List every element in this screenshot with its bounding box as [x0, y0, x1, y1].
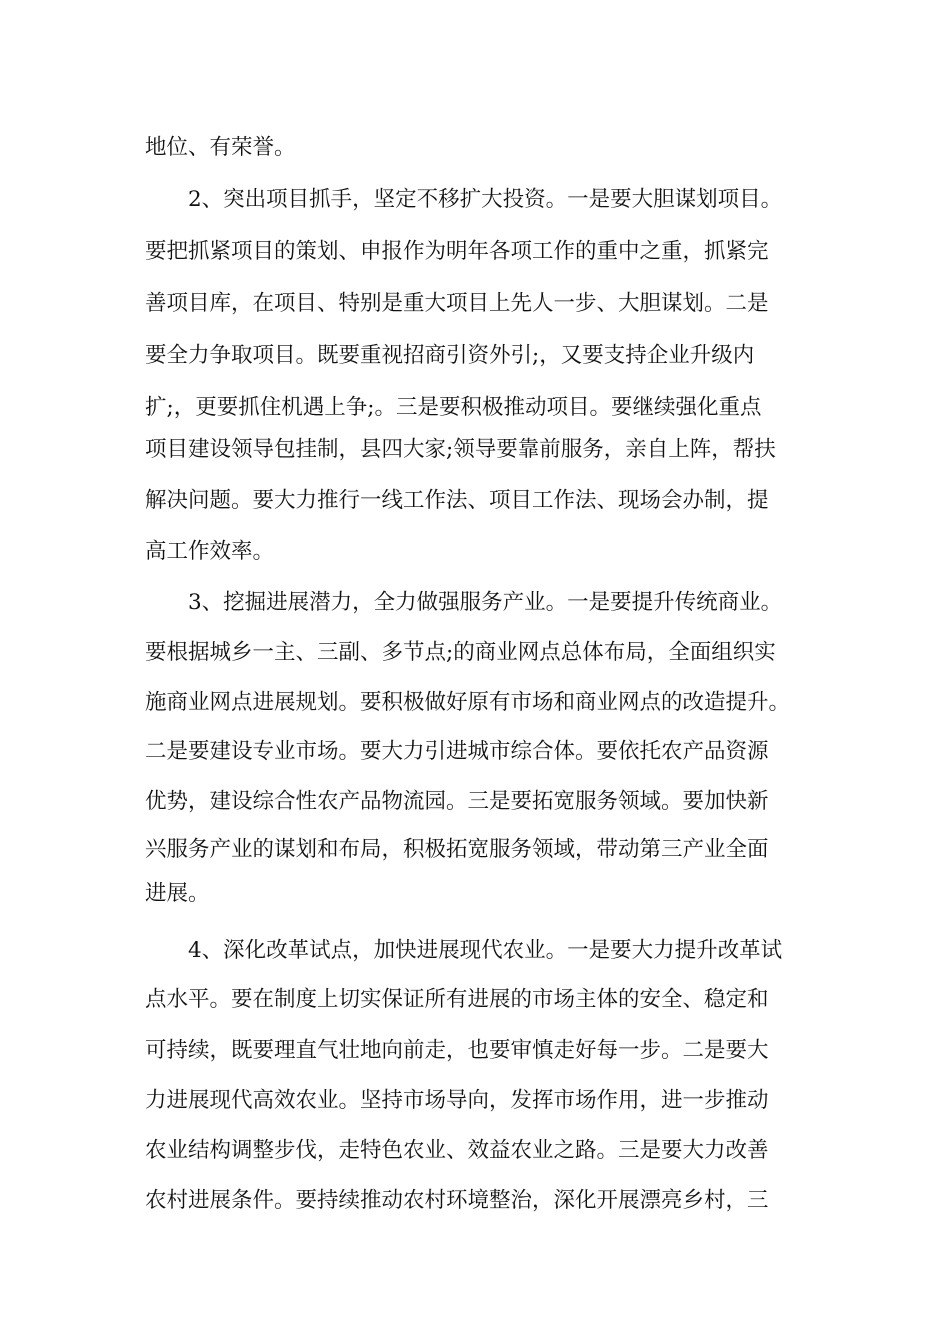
body-text-line: 力进展现代高效农业。坚持市场导向，发挥市场作用，进一步推动 — [145, 1088, 769, 1113]
body-text-line: 要根据城乡一主、三副、多节点;的商业网点总体布局，全面组织实 — [145, 640, 776, 665]
body-text-line: 二是要建设专业市场。要大力引进城市综合体。要依托农产品资源 — [145, 739, 769, 764]
body-text-line: 进展。 — [145, 881, 210, 906]
body-text-line: 扩;，更要抓住机遇上争;。三是要积极推动项目。要继续强化重点 — [145, 395, 762, 420]
body-text-line: 地位、有荣誉。 — [145, 135, 296, 160]
paragraph-first-line: 4、深化改革试点，加快进展现代农业。一是要大力提升改革试 — [188, 938, 783, 963]
body-text-line: 优势，建设综合性农产品物流园。三是要拓宽服务领域。要加快新 — [145, 789, 769, 814]
body-text-line: 农村进展条件。要持续推动农村环境整治，深化开展漂亮乡村，三 — [145, 1188, 769, 1213]
body-text-line: 高工作效率。 — [145, 539, 275, 564]
paragraph-first-line: 2、突出项目抓手，坚定不移扩大投资。一是要大胆谋划项目。 — [188, 187, 783, 212]
body-text-line: 兴服务产业的谋划和布局，积极拓宽服务领域，带动第三产业全面 — [145, 837, 769, 862]
body-text-line: 善项目库，在项目、特别是重大项目上先人一步、大胆谋划。二是 — [145, 291, 769, 316]
paragraph-first-line: 3、挖掘进展潜力，全力做强服务产业。一是要提升传统商业。 — [188, 590, 783, 615]
body-text-line: 施商业网点进展规划。要积极做好原有市场和商业网点的改造提升。 — [145, 690, 791, 715]
body-text-line: 可持续，既要理直气壮地向前走，也要审慎走好每一步。二是要大 — [145, 1038, 769, 1063]
body-text-line: 项目建设领导包挂制，县四大家;领导要靠前服务，亲自上阵，帮扶 — [145, 437, 776, 462]
body-text-line: 农业结构调整步伐，走特色农业、效益农业之路。三是要大力改善 — [145, 1138, 769, 1163]
body-text-line: 点水平。要在制度上切实保证所有进展的市场主体的安全、稳定和 — [145, 987, 769, 1012]
body-text-line: 要把抓紧项目的策划、申报作为明年各项工作的重中之重，抓紧完 — [145, 239, 769, 264]
body-text-line: 解决问题。要大力推行一线工作法、项目工作法、现场会办制，提 — [145, 488, 769, 513]
body-text-line: 要全力争取项目。既要重视招商引资外引;，又要支持企业升级内 — [145, 343, 755, 368]
